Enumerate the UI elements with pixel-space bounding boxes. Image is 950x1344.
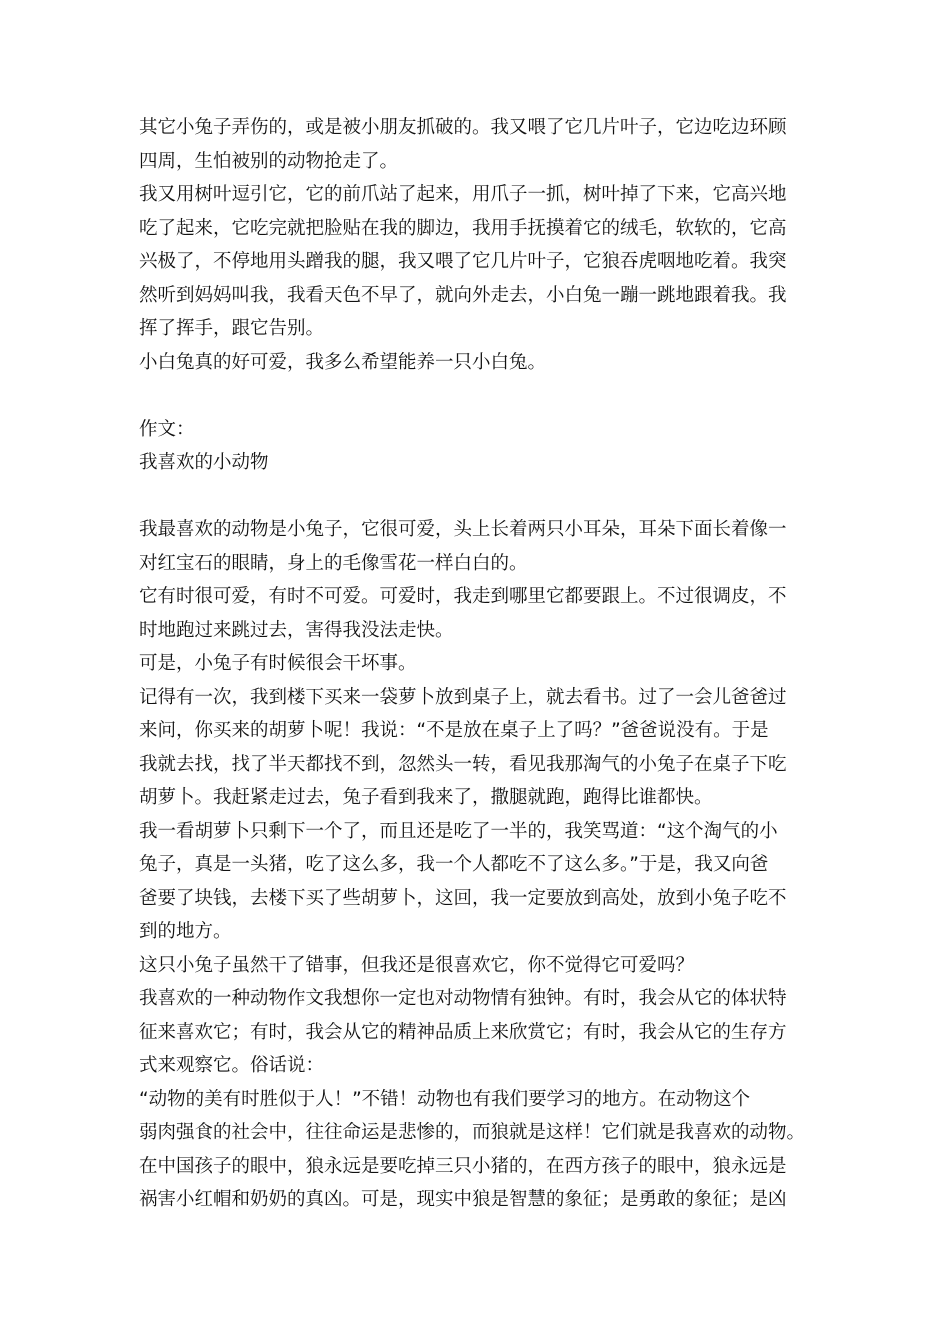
- paragraph: 我一看胡萝卜只剩下一个了，而且还是吃了一半的，我笑骂道：“这个淘气的小 兔子，真是一头猪，吃了这么多，我一个人都吃不了这么多。”于是，我又向爸 爸要了块钱，去楼下买了些胡萝卜，这回，我一定要放到高处，放到小兔子吃不 到的地方。: [139, 820, 787, 942]
- paragraph: 其它小兔子弄伤的，或是被小朋友抓破的。我又喂了它几片叶子，它边吃边环顾 四周，生怕被别的动物抢走了。: [139, 117, 787, 172]
- document-page: [139, 111, 829, 1217]
- paragraph: 小白兔真的好可爱，我多么希望能养一只小白兔。: [139, 351, 547, 373]
- paragraph: 记得有一次，我到楼下买来一袋萝卜放到桌子上，就去看书。过了一会儿爸爸过 来问，你买来的胡萝卜呢！我说：“不是放在桌子上了吗？”爸爸说没有。于是 我就去找，找了半天都找不到，忽然头一转，看见我那淘气的小兔子在桌子下吃 胡萝卜。我赶紧走过去，兔子看到我来了，撒腿就跑，跑得比谁都快。: [139, 686, 787, 808]
- paragraph: 我最喜欢的动物是小兔子，它很可爱，头上长着两只小耳朵，耳朵下面长着像一 对红宝石的眼睛，身上的毛像雪花一样白白的。: [139, 519, 787, 574]
- paragraph: 我又用树叶逗引它，它的前爪站了起来，用爪子一抓，树叶掉了下来，它高兴地 吃了起来，它吃完就把脸贴在我的脚边，我用手抚摸着它的绒毛，软软的，它高 兴极了，不停地用头蹭我的腿，我又喂了它几片叶子，它狼吞虎咽地吃着。我突 然听到妈妈叫我，我看天色不早了，就向外走去，小白兔一蹦一跳地跟着我。我 挥了挥手，跟它告别。: [139, 184, 787, 339]
- paragraph: “动物的美有时胜似于人！”不错！动物也有我们要学习的地方。在动物这个 弱肉强食的社会中，往往命运是悲惨的，而狼就是这样！它们就是我喜欢的动物。 在中国孩子的眼中，狼永远是要吃掉三只小猪的，在西方孩子的眼中，狼永远是 祸害小红帽和奶奶的真凶。可是，现实中狼是智慧的象征；是勇敢的象征；是凶: [139, 1088, 806, 1210]
- section-label: 作文：: [139, 418, 195, 440]
- essay-title: 我喜欢的小动物: [139, 452, 269, 473]
- paragraph: 它有时很可爱，有时不可爱。可爱时，我走到哪里它都要跟上。不过很调皮，不 时地跑过来跳过去，害得我没法走快。: [139, 586, 787, 641]
- blank-line: [139, 480, 829, 514]
- blank-line: [139, 379, 829, 413]
- paragraph: 可是，小兔子有时候很会干坏事。: [139, 653, 417, 674]
- paragraph: 这只小兔子虽然干了错事，但我还是很喜欢它，你不觉得它可爱吗？: [139, 954, 695, 976]
- paragraph: 我喜欢的一种动物作文我想你一定也对动物情有独钟。有时，我会从它的体状特 征来喜欢它；有时，我会从它的精神品质上来欣赏它；有时，我会从它的生存方 式来观察它。俗话说：: [139, 988, 787, 1076]
